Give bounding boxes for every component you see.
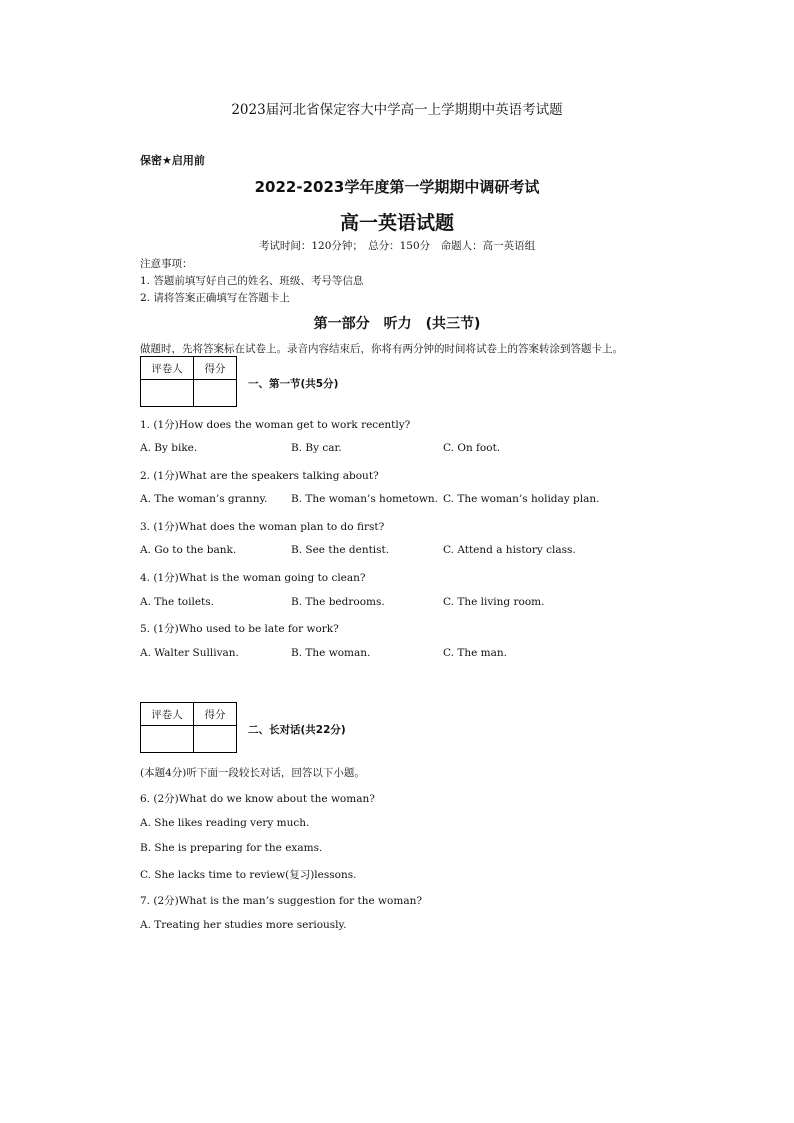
notice-heading: 注意事项： (140, 258, 193, 270)
option-c: C. Attend a history class. (443, 544, 576, 556)
option-a: A. By bike. (140, 442, 198, 454)
grader-cell (141, 380, 194, 407)
option-c: C. The woman’s holiday plan. (443, 493, 600, 505)
score-table (140, 356, 237, 407)
question: 6. (2分)What do we know about the woman? (140, 793, 375, 805)
option-c: C. She lacks time to review(复习)lessons. (140, 869, 357, 881)
option-c: C. On foot. (443, 442, 501, 454)
option-a: A. Walter Sullivan. (140, 647, 239, 659)
secret-mark: 保密★启用前 (140, 154, 205, 167)
exam-info: 考试时间：120分钟； 总分：150分 命题人：高一英语组 (258, 240, 536, 252)
notice-item: 1. 答题前填写好自己的姓名、班级、考号等信息 (140, 275, 364, 287)
option-b: B. See the dentist. (291, 544, 390, 556)
score-cell (194, 380, 237, 407)
score-label: 得分 (194, 703, 237, 726)
score-table (140, 702, 237, 753)
option-a: A. The toilets. (140, 596, 214, 608)
option-b: B. She is preparing for the exams. (140, 842, 323, 854)
document-title: 2023届河北省保定容大中学高一上学期期中英语考试题 (231, 102, 563, 118)
question: 4. (1分)What is the woman going to clean? (140, 572, 366, 584)
question: 7. (2分)What is the man’s suggestion for the woman? (140, 895, 422, 907)
section-intro: (本题4分)听下面一段较长对话，回答以下小题。 (140, 767, 365, 779)
grader-label: 评卷人 (141, 703, 194, 726)
grader-cell (141, 726, 194, 753)
question: 1. (1分)How does the woman get to work recently? (140, 419, 411, 431)
notice-item: 2. 请将答案正确填写在答题卡上 (140, 292, 290, 304)
option-a: A. She likes reading very much. (140, 817, 310, 829)
section-title: 一、第一节(共5分) (248, 378, 339, 390)
option-b: B. The woman. (291, 647, 371, 659)
section-title: 二、长对话(共22分) (248, 724, 346, 736)
instructions: 做题时，先将答案标在试卷上。录音内容结束后，你将有两分钟的时间将试卷上的答案转涂到答题卡上。 (140, 343, 623, 355)
option-c: C. The living room. (443, 596, 545, 608)
option-b: B. The woman’s hometown. (291, 493, 438, 505)
grader-label: 评卷人 (141, 357, 194, 380)
score-label: 得分 (194, 357, 237, 380)
exam-title: 2022-2023学年度第一学期期中调研考试 (254, 178, 540, 196)
part-title: 第一部分 听力 (共三节) (313, 316, 481, 332)
question: 2. (1分)What are the speakers talking about? (140, 470, 379, 482)
option-c: C. The man. (443, 647, 507, 659)
score-cell (194, 726, 237, 753)
question: 3. (1分)What does the woman plan to do first? (140, 521, 385, 533)
subject-title: 高一英语试题 (339, 212, 454, 234)
option-a: A. Go to the bank. (140, 544, 237, 556)
option-b: B. By car. (291, 442, 342, 454)
question: 5. (1分)Who used to be late for work? (140, 623, 339, 635)
option-a: A. Treating her studies more seriously. (140, 919, 347, 931)
option-a: A. The woman’s granny. (140, 493, 268, 505)
option-b: B. The bedrooms. (291, 596, 385, 608)
